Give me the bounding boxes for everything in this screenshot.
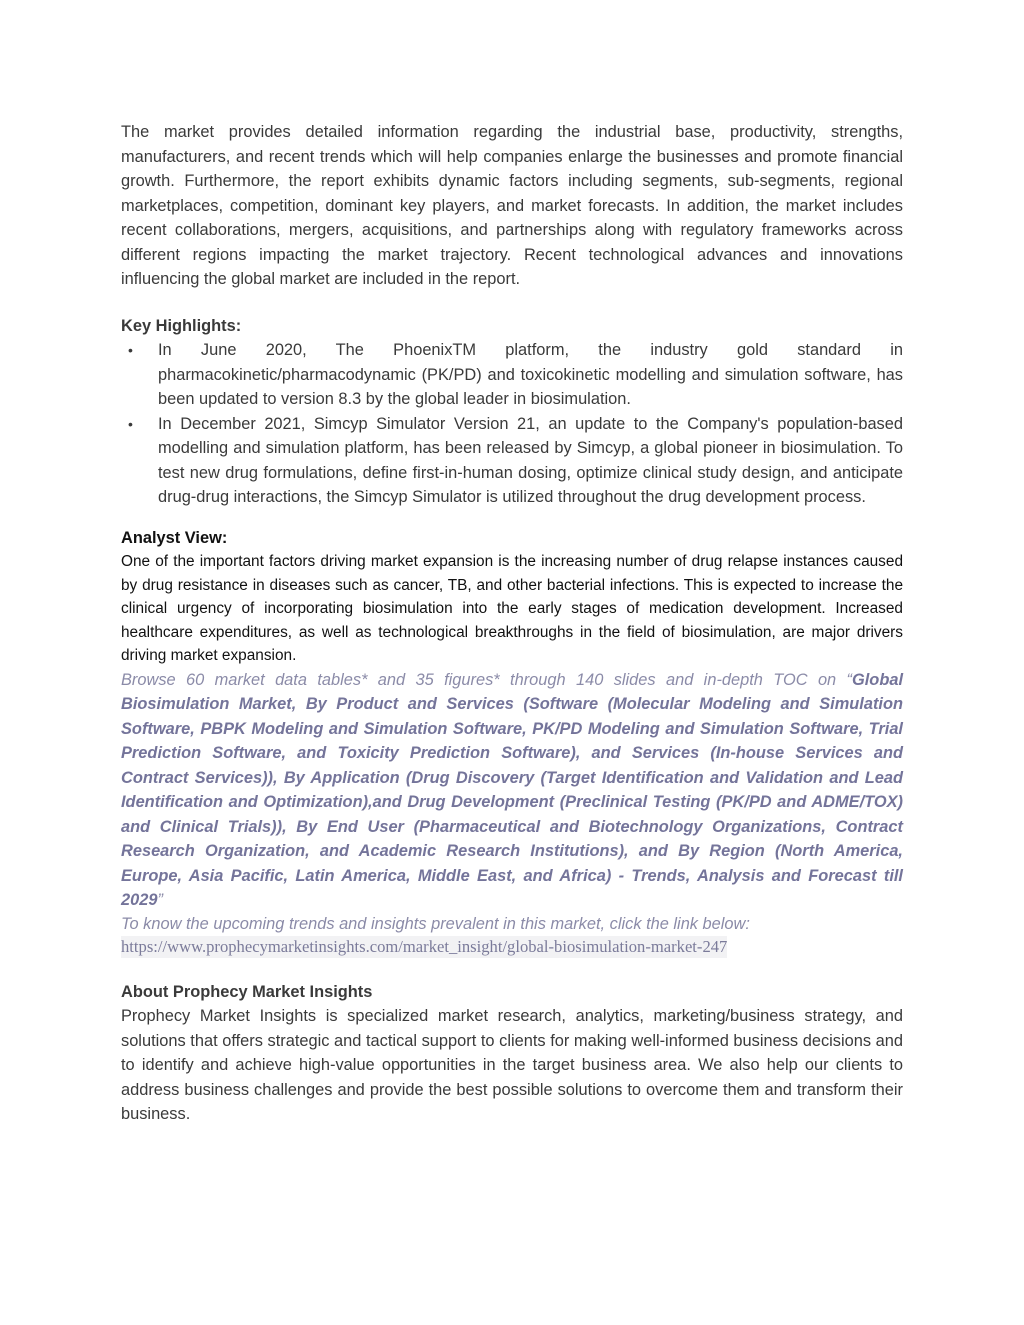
report-title: Global Biosimulation Market, By Product and Services (Software (Molecular Modeling and Simulation Software, PBPK Modeling and Simulation Software, PK/PD Modeling and Simulation Software, Trial Prediction Software, and Toxicity Prediction Software), and Services (In-house Services and Contract Services)), By Application (Drug Discovery (Target Identification and Validation and Lead Identification and Optimization),and Drug Development (Preclinical Testing (PK/PD and ADME/TOX) and Clinical Trials)), By End User (Pharmaceutical and Biotechnology Organizations, Contract Research Organization, and Academic Research Institutions), and By Region (North America, Europe, Asia Pacific, Latin America, Middle East, and Africa) - Trends, Analysis and Forecast till 2029 xyxy=(121,670,903,909)
spacer xyxy=(121,958,903,980)
analyst-view-paragraph: One of the important factors driving market expansion is the increasing number of drug relapse instances caused by drug resistance in diseases such as cancer, TB, and other bacterial infections. This is expected to increase the clinical urgency of incorporating biosimulation into the early stages of medication development. Increased healthcare expenditures, as well as technological breakthroughs in the field of biosimulation, are major drivers driving market expansion. xyxy=(121,553,903,664)
list-item xyxy=(121,412,903,510)
browse-prefix: Browse 60 market data tables* and 35 figures* through 140 slides and in-depth TOC on “ xyxy=(121,670,852,689)
browse-report-text xyxy=(121,668,903,913)
know-more-text: To know the upcoming trends and insights prevalent in this market, click the link below: xyxy=(121,914,750,933)
bullet-icon: • xyxy=(128,342,133,358)
spacer xyxy=(121,510,903,526)
key-highlights-heading: Key Highlights: xyxy=(121,316,242,335)
key-highlights-list xyxy=(121,338,903,510)
report-link[interactable]: https://www.prophecymarketinsights.com/market_insight/global-biosimulation-market-247 xyxy=(121,936,728,956)
highlight-text: In June 2020, The PhoenixTM platform, the industry gold standard in pharmacokinetic/pharmacodynamic (PK/PD) and toxicokinetic modelling and simulation software, has been updated to version 8.3 by the global leader in biosimulation. xyxy=(158,341,903,408)
list-item xyxy=(121,338,903,412)
about-heading: About Prophecy Market Insights xyxy=(121,982,373,1001)
intro-paragraph: The market provides detailed information regarding the industrial base, productivity, strengths, manufacturers, and recent trends which will help companies enlarge the businesses and promote financial growth. Furthermore, the report exhibits dynamic factors including segments, sub-segments, regional marketplaces, competition, dominant key players, and market forecasts. In addition, the market includes recent collaborations, mergers, acquisitions, and partnerships along with regulatory frameworks across different regions impacting the market trajectory. Recent technological advances and innovations influencing the global market are included in the report. xyxy=(121,123,903,288)
browse-suffix: ” xyxy=(157,891,163,909)
spacer xyxy=(121,292,903,314)
about-paragraph: Prophecy Market Insights is specialized market research, analytics, marketing/business strategy, and solutions that offers strategic and tactical support to clients for making well-informed business decisions and to identify and achieve high-value opportunities in the target business area. We also help our clients to address business challenges and provide the best possible solutions to overcome them and transform their business. xyxy=(121,1007,903,1123)
analyst-view-heading: Analyst View: xyxy=(121,528,228,547)
bullet-icon: • xyxy=(128,415,133,432)
highlight-text: In December 2021, Simcyp Simulator Version 21, an update to the Company's population-based modelling and simulation platform, has been released by Simcyp, a global pioneer in biosimulation. To test new drug formulations, define first-in-human dosing, optimize clinical study design, and anticipate drug-drug interactions, the Simcyp Simulator is utilized throughout the drug development process. xyxy=(158,414,903,506)
document-page xyxy=(121,120,903,1127)
